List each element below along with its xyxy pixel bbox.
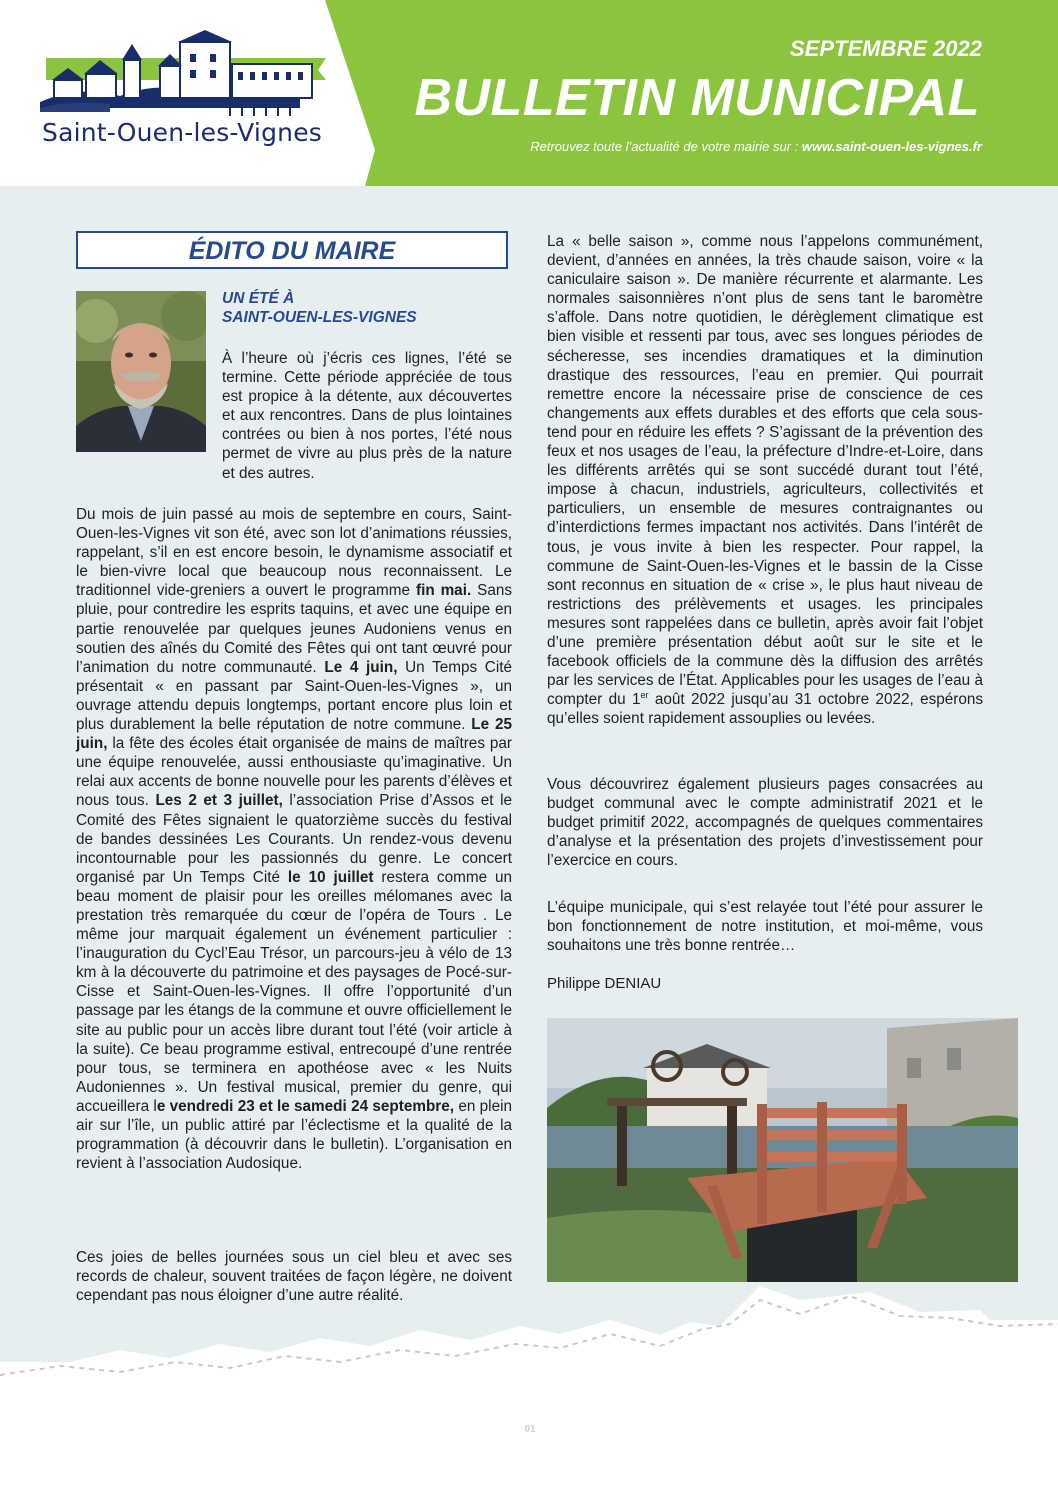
bold-date: Le 4 juin,	[324, 658, 398, 676]
tagline-text: Retrouvez toute l’actualité de votre mairie sur :	[530, 139, 802, 154]
town-logo	[40, 30, 330, 160]
footbridge-photo	[547, 1018, 1018, 1282]
edito-heading: ÉDITO DU MAIRE	[188, 237, 396, 265]
signature: Philippe DENIAU	[547, 975, 662, 992]
edito-heading-box	[76, 231, 508, 269]
text-run: la fête des écoles était organisée de mains de maîtres par une équipe renouvelée, aussi enthousiaste qu’imaginative. Un relai aux accents de bonne nouvelle pour les parents d’élèves et nous tous.	[76, 735, 512, 810]
text-run: août 2022 jusqu’au 31 octobre 2022, espérons qu’elles soient rapidement assouplies ou levées.	[547, 691, 983, 728]
castle-icon	[40, 30, 330, 120]
issue-date: SEPTEMBRE 2022	[790, 36, 982, 61]
edito-climate-paragraph	[547, 232, 983, 728]
logo-town-name: Saint-Ouen-les-Vignes	[42, 118, 322, 147]
page-number: 01	[524, 1424, 536, 1435]
text-run: Sans pluie, pour contredire les esprits taquins, et avec une équipe en partie renouvelée par quelques jeunes Audoniens venus en soutien des aînés du Comité des Fêtes qui ont tant œuvré pour l’animation du notre communauté.	[76, 582, 512, 676]
website-link[interactable]: www.saint-ouen-les-vignes.fr	[801, 139, 982, 154]
bold-date: Le 25 juin,	[76, 716, 512, 753]
text-run: l’association Prise d’Assos et le Comité des Fêtes signaient le quatorzième succès du festival de bandes dessinées Les Courants. Un rendez-vous devenu incontournable pour les passionnés du genre. Le concert organisé par Un Temps Cité	[76, 792, 513, 886]
text-run: Un Temps Cité présentait « en passant par Saint-Ouen-les-Vignes », un ouvrage attendu depuis longtemps, portant encore plus loin et plus durablement la belle réputation de notre commune.	[76, 658, 512, 734]
tagline	[530, 139, 982, 154]
edito-closing-paragraph: L’équipe municipale, qui s’est relayée tout l’été pour assurer le bon fonctionnement de notre institution, et moi-même, vous souhaitons une très bonne rentrée…	[547, 899, 983, 955]
text-run: restera comme un beau moment de plaisir pour les oreilles mélomanes avec la prestation très remarquée du cœur de l’opéra de Tours . Le même jour marquait également un événement particulier : l’inauguration du Cycl’Eau Trésor, un parcours-jeu à vélo de 13 km à la découverte du patrimoine et des paysages de Pocé-sur-Cisse et Saint-Ouen-les-Vignes. Il offre l’opportunité d’un passage par les étangs de la commune et ouvre officiellement le site au public pour un accès libre durant tout l’été (voir article à la suite). Ce beau programme estival, entrecoupé d’une rentrée pour tous, se terminera en apothéose avec « les Nuits Audoniennes ». Un festival musical, premier du genre, qui accueillera l	[76, 868, 513, 1115]
bold-date: Les 2 et 3 juillet,	[155, 792, 283, 810]
text-run: Du mois de juin passé au mois de septembre en cours, Saint-Ouen-les-Vignes vit son été, avec son lot d’animations réussies, rappelant, s’il en est encore besoin, le dynamisme associatif et le bien-vivre local que beaucoup nous reconnaissent. Le traditionnel vide-greniers a ouvert le programme	[76, 506, 512, 600]
edito-intro-paragraph: À l’heure où j’écris ces lignes, l’été se termine. Cette période appréciée de tous est propice à la détente, aux découvertes et aux rencontres. Dans de plus lointaines contrées ou bien à nos portes, l’été nous permet de vivre au plus près de la nature et des autres.	[222, 350, 512, 482]
text-run: La « belle saison », comme nous l’appelons communément, devient, d’années en années, la très chaude saison, voire « la caniculaire saison ». De manière récurrente et alarmante. Les normales saisonnières n’ont plus de sens tant le baromètre s’affole. Dans notre quotidien, le dérèglement climatique est bien visible et ressenti par tous, avec ses longues périodes de sécheresse, ses incendies dramatiques et la diminution drastique des ressources, l’eau en premier. Qui pourrait remettre encore la nécessaire prise de conscience de ces changements aux effets durables et des efforts que cela sous-tend pour en réduire les effets ? S’agissant de la prévention des feux et nos usages de l’eau, la préfecture d’Indre-et-Loire, dans les différents arrêtés qui se sont succédé durant tout l’été, impose à chacun, industriels, agriculteurs, collectivités et particuliers, un ensemble de mesures contraignantes ou d’interdictions fermes impactant nos activités. Dans l’intérêt de tous, je vous invite à bien les respecter. Pour rappel, la commune de Saint-Ouen-les-Vignes et le bassin de la Cisse sont reconnus en situation de « crise », le plus haut niveau de restrictions des prélèvements et usages. les principales mesures sont rappelées dans ce bulletin, après avoir fait l’objet d’une première présentation début août sur le site et le facebook officiels de la commune dès la diffusion des arrêtés par les services de l’État. Applicables pour les usages de l’eau à compter du 1	[547, 233, 983, 709]
bold-date: fin mai.	[415, 582, 472, 600]
edito-summer-paragraph	[76, 505, 512, 1173]
bold-date: e vendredi 23 et le samedi 24 septembre,	[156, 1097, 455, 1115]
bulletin-title: BULLETIN MUNICIPAL	[414, 69, 980, 127]
bold-date: le 10 juillet	[287, 868, 374, 886]
text-run: en plein air sur l’île, un public attiré par l’éclectisme et la qualité de la programmation (à découvrir dans le bulletin). L’organisation en revient à l’association Audosique.	[76, 1097, 512, 1173]
edito-subtitle	[222, 289, 512, 327]
edito-subtitle-line-1: UN ÉTÉ À	[222, 290, 295, 307]
superscript: er	[640, 690, 649, 701]
edito-subtitle-line-2: SAINT-OUEN-LES-VIGNES	[222, 309, 417, 326]
edito-transition-paragraph: Ces joies de belles journées sous un ciel bleu et avec ses records de chaleur, souvent traitées de façon légère, ne doivent cependant pas nous éloigner d’une autre réalité.	[76, 1249, 512, 1305]
edito-budget-paragraph: Vous découvrirez également plusieurs pages consacrées au budget communal avec le compte administratif 2021 et le budget primitif 2022, accompagnés de quelques commentaires d’analyse et la présentation des projets d’investissement pour l’exercice en cours.	[547, 776, 983, 870]
mayor-portrait	[76, 291, 206, 452]
